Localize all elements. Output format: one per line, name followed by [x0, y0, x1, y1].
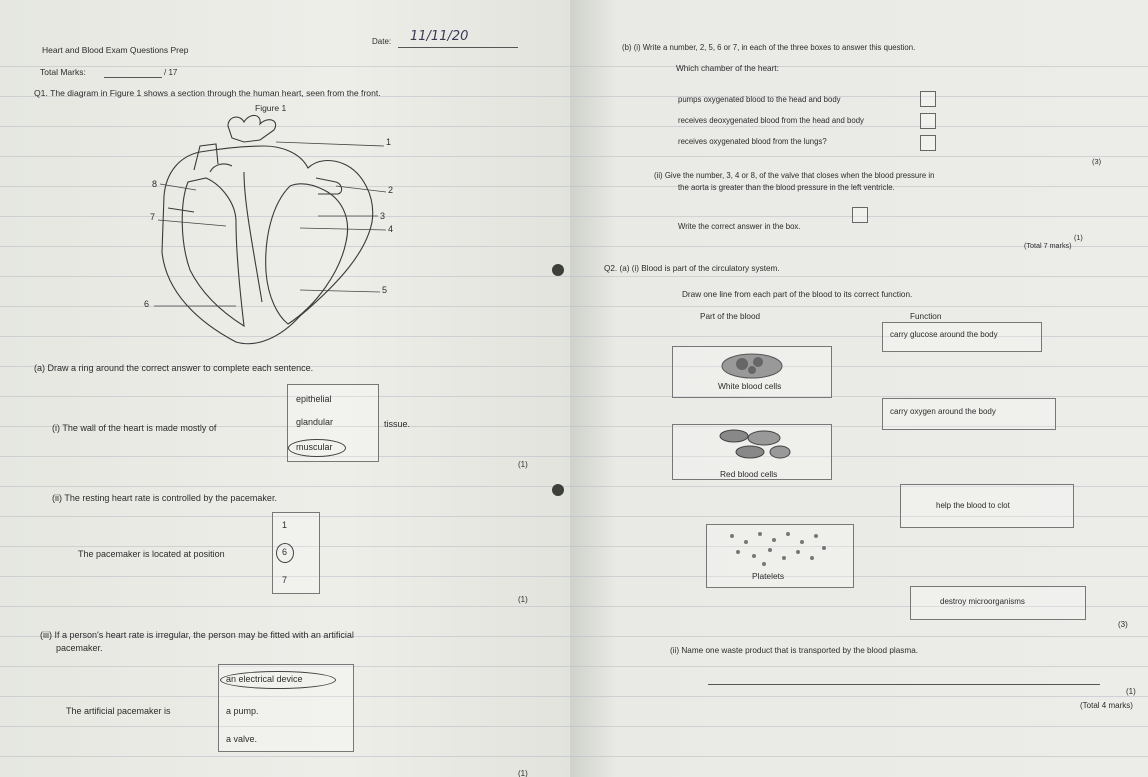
figure-title: Figure 1 — [255, 103, 287, 113]
q1a-ii-option-6[interactable]: 6 — [282, 547, 288, 557]
col-function-header: Function — [910, 312, 942, 321]
q1a-iii-option-electrical[interactable]: an electrical device — [226, 674, 303, 684]
binder-hole — [552, 264, 564, 276]
binder-hole — [552, 484, 564, 496]
red-blood-cell-image — [712, 426, 796, 462]
col-part-header: Part of the blood — [700, 312, 761, 321]
answer-ring — [276, 543, 294, 563]
q1a-ii-sentence: The pacemaker is located at position — [78, 549, 225, 559]
q1a-iii-text2: pacemaker. — [56, 643, 103, 653]
q1b-ii-marks: (1) — [1074, 233, 1083, 242]
q1-text: Q1. The diagram in Figure 1 shows a section through the human heart, seen from the front. — [34, 88, 381, 98]
figure-label-3: 3 — [380, 211, 386, 221]
q1b-i-row-2: receives deoxygenated blood from the head and body — [678, 116, 864, 125]
q2-ii-marks: (1) — [1126, 687, 1136, 696]
q1b-i-sub: Which chamber of the heart: — [676, 64, 779, 73]
answer-ring — [288, 439, 346, 457]
figure-label-4: 4 — [388, 224, 394, 234]
answer-box-1[interactable] — [920, 91, 936, 107]
q1a-i-marks: (1) — [518, 460, 528, 469]
answer-box-3[interactable] — [920, 135, 936, 151]
q1b-ii-write: Write the correct answer in the box. — [678, 222, 801, 231]
q1a-iii-sentence: The artificial pacemaker is — [66, 706, 171, 716]
worksheet-title: Heart and Blood Exam Questions Prep — [42, 45, 189, 55]
date-value: 11/11/20 — [410, 29, 469, 44]
figure-label-6: 6 — [144, 299, 150, 309]
q1a-iii-text: (iii) If a person's heart rate is irregular, the person may be fitted with an artificial — [40, 630, 354, 640]
answer-line[interactable] — [708, 684, 1100, 685]
figure-label-5: 5 — [382, 285, 388, 295]
q2-total-marks: (Total 4 marks) — [1080, 701, 1133, 710]
q1a-ii-option-1[interactable]: 1 — [282, 520, 288, 530]
answer-ring — [220, 671, 336, 689]
q1a-i-option-glandular[interactable]: glandular — [296, 417, 334, 427]
right-worksheet-page — [570, 0, 1148, 777]
function-glucose[interactable]: carry glucose around the body — [890, 330, 998, 339]
figure-label-7: 7 — [150, 212, 156, 222]
white-blood-cell-image — [712, 348, 792, 380]
part-platelets[interactable]: Platelets — [752, 571, 785, 581]
function-microorganisms[interactable]: destroy microorganisms — [940, 597, 1025, 606]
q1a-i-option-epithelial[interactable]: epithelial — [296, 394, 332, 404]
total-marks-label: Total Marks: — [40, 67, 86, 77]
q1b-ii-text2: the aorta is greater than the blood pressure in the left ventricle. — [678, 183, 895, 192]
function-oxygen[interactable]: carry oxygen around the body — [890, 407, 996, 416]
q1b-i-row-1: pumps oxygenated blood to the head and body — [678, 95, 841, 104]
figure-label-8: 8 — [152, 179, 158, 189]
q1b-i-text: (b) (i) Write a number, 2, 5, 6 or 7, in each of the three boxes to answer this question. — [622, 43, 916, 52]
q1a-ii-marks: (1) — [518, 595, 528, 604]
q1b-ii-text: (ii) Give the number, 3, 4 or 8, of the valve that closes when the blood pressure in — [654, 171, 935, 180]
part-red-blood-cells[interactable]: Red blood cells — [720, 469, 778, 479]
left-worksheet-page — [0, 0, 570, 777]
q1a-i-after: tissue. — [384, 419, 411, 429]
date-label: Date: — [372, 37, 392, 46]
q2-ii-text: (ii) Name one waste product that is transported by the blood plasma. — [670, 646, 919, 655]
q1b-i-marks: (3) — [1092, 157, 1102, 166]
total-marks-suffix: / 17 — [164, 68, 178, 77]
part-white-blood-cells[interactable]: White blood cells — [718, 381, 782, 391]
platelets-image — [722, 528, 832, 568]
q1a-iii-option-valve[interactable]: a valve. — [226, 734, 258, 744]
q1a-instruction: (a) Draw a ring around the correct answer to complete each sentence. — [34, 363, 314, 373]
function-clot[interactable]: help the blood to clot — [936, 501, 1010, 510]
q1a-i-text: (i) The wall of the heart is made mostly of — [52, 423, 217, 433]
q2-text: Q2. (a) (i) Blood is part of the circulatory system. — [604, 264, 780, 273]
figure-label-2: 2 — [388, 185, 394, 195]
q1-total-marks: (Total 7 marks) — [1024, 241, 1072, 250]
figure-label-1: 1 — [386, 137, 392, 147]
q1b-i-row-3: receives oxygenated blood from the lungs? — [678, 137, 827, 146]
answer-box-2[interactable] — [920, 113, 936, 129]
q2a-marks: (3) — [1118, 620, 1128, 629]
q1a-ii-option-7[interactable]: 7 — [282, 575, 288, 585]
q1a-iii-option-pump[interactable]: a pump. — [226, 706, 259, 716]
answer-box-valve[interactable] — [852, 207, 868, 223]
q2-instruction: Draw one line from each part of the blood to its correct function. — [682, 290, 913, 299]
q1a-ii-text: (ii) The resting heart rate is controlled by the pacemaker. — [52, 493, 277, 503]
q1a-iii-marks: (1) — [518, 769, 528, 777]
heart-diagram — [140, 112, 400, 362]
q1a-i-option-muscular[interactable]: muscular — [296, 442, 333, 452]
